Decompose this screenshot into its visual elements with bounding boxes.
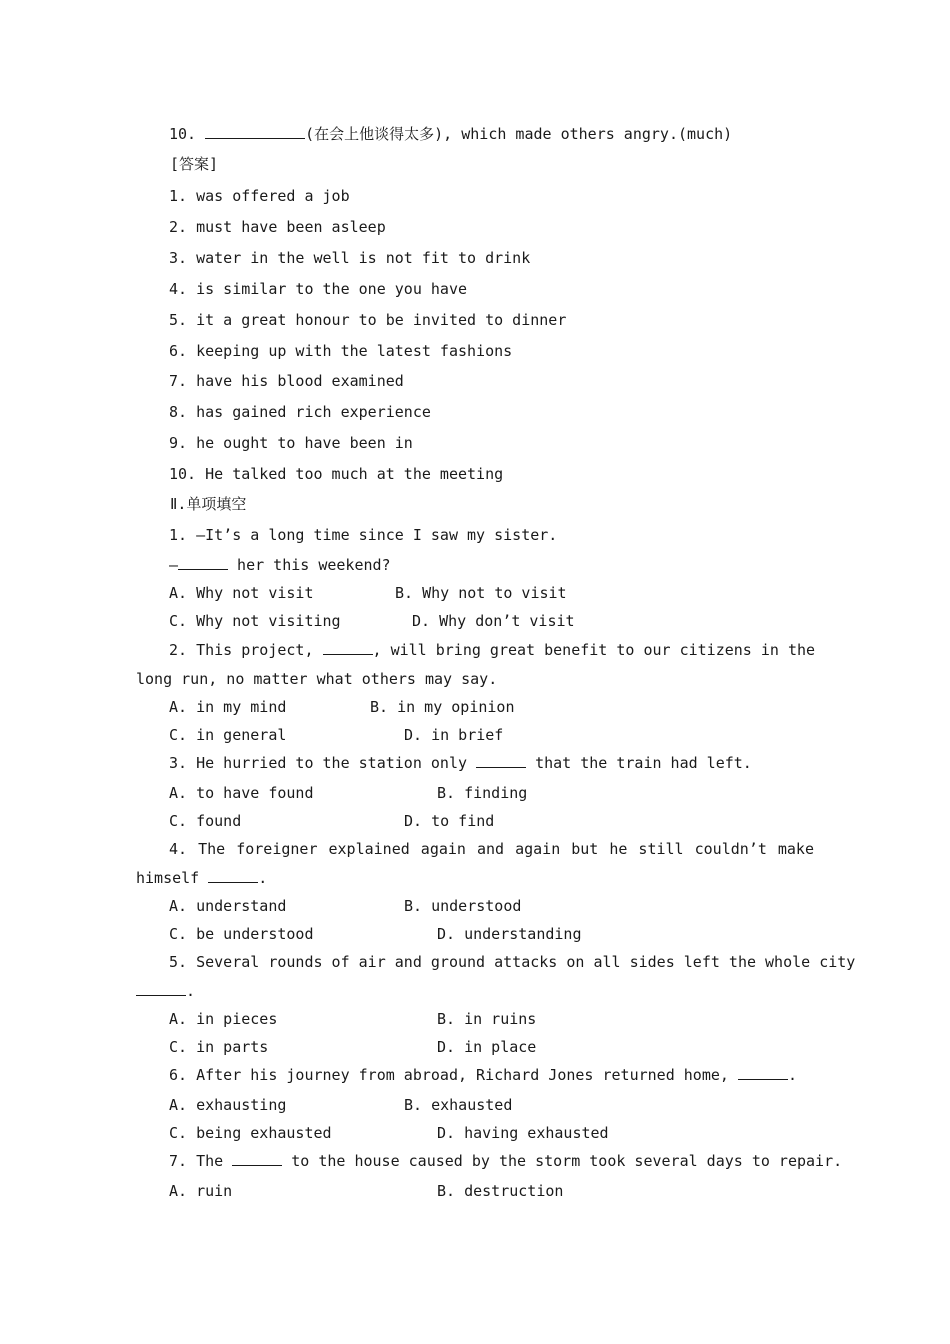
question-text: 2. This project, (169, 641, 323, 659)
option-c: C. being exhausted (169, 1124, 332, 1142)
dash: — (169, 556, 179, 574)
item-number: 10. (169, 125, 206, 143)
question-text: . (258, 869, 268, 887)
option-a: A. Why not visit (169, 584, 314, 602)
answer-blank (205, 124, 305, 139)
answer-item: 7. have his blood examined (169, 372, 404, 390)
answer-blank (178, 555, 228, 570)
option-a: A. in my mind (169, 698, 287, 716)
section-heading: Ⅱ.单项填空 (170, 495, 247, 513)
answer-blank (323, 640, 373, 655)
option-a: A. exhausting (169, 1096, 287, 1114)
option-a: A. in pieces (169, 1010, 278, 1028)
answer-item: 4. is similar to the one you have (169, 280, 468, 298)
option-d: D. to find (404, 812, 495, 830)
option-b: B. destruction (437, 1182, 564, 1200)
question-text: . (186, 982, 196, 1000)
answer-blank (476, 753, 526, 768)
option-c: C. be understood (169, 925, 314, 943)
option-c: C. in general (169, 726, 287, 744)
answer-item: 2. must have been asleep (169, 218, 386, 236)
answer-item: 1. was offered a job (169, 187, 350, 205)
answer-item: 9. he ought to have been in (169, 434, 413, 452)
answer-blank (136, 981, 186, 996)
option-c: C. found (169, 812, 242, 830)
option-b: B. Why not to visit (395, 584, 567, 602)
question-5-line-2 (136, 981, 195, 1001)
option-d: D. Why don’t visit (412, 612, 575, 630)
answer-item: 3. water in the well is not fit to drink (169, 249, 531, 267)
answer-item: 8. has gained rich experience (169, 403, 431, 421)
question-5: 5. Several rounds of air and ground attacks on all sides left the whole city (169, 953, 856, 971)
option-d: D. in place (437, 1038, 537, 1056)
question-3 (169, 753, 752, 773)
option-c: C. in parts (169, 1038, 269, 1056)
question-2-line-2: long run, no matter what others may say. (136, 670, 498, 688)
option-b: B. finding (437, 784, 528, 802)
option-d: D. understanding (437, 925, 582, 943)
question-4: 4. The foreigner explained again and again but he still couldn’t make (169, 840, 814, 858)
question-4-line-2 (136, 868, 267, 888)
option-a: A. to have found (169, 784, 314, 802)
question-text: , will bring great benefit to our citizens in the (372, 641, 816, 659)
question-text: . (787, 1066, 797, 1084)
question-1: 1. —It’s a long time since I saw my sister. (169, 526, 558, 544)
answer-blank (232, 1151, 282, 1166)
question-text: himself (136, 869, 209, 887)
option-b: B. in my opinion (370, 698, 515, 716)
option-d: D. in brief (404, 726, 504, 744)
answers-heading: [答案] (170, 155, 219, 173)
question-6 (169, 1065, 797, 1085)
option-c: C. Why not visiting (169, 612, 341, 630)
question-text: 7. The (169, 1152, 233, 1170)
question-text: to the house caused by the storm took several days to repair. (282, 1152, 843, 1170)
answer-item: 6. keeping up with the latest fashions (169, 342, 513, 360)
answer-blank (208, 868, 258, 883)
option-b: B. in ruins (437, 1010, 537, 1028)
option-b: B. exhausted (404, 1096, 513, 1114)
answer-item: 10. He talked too much at the meeting (169, 465, 504, 483)
question-2 (169, 640, 814, 660)
exercise-item-10 (169, 124, 732, 144)
question-text: 6. After his journey from abroad, Richard Jones returned home, (169, 1066, 738, 1084)
option-a: A. ruin (169, 1182, 233, 1200)
question-text: 3. He hurried to the station only (169, 754, 477, 772)
option-d: D. having exhausted (437, 1124, 609, 1142)
option-b: B. understood (404, 897, 522, 915)
question-7 (169, 1151, 842, 1171)
question-1-line-2 (169, 555, 391, 575)
item-hint: (在会上他谈得太多), which made others angry.(much) (305, 125, 733, 143)
question-text: that the train had left. (526, 754, 752, 772)
option-a: A. understand (169, 897, 287, 915)
answer-blank (738, 1065, 788, 1080)
answer-item: 5. it a great honour to be invited to dinner (169, 311, 567, 329)
question-text: her this weekend? (228, 556, 391, 574)
